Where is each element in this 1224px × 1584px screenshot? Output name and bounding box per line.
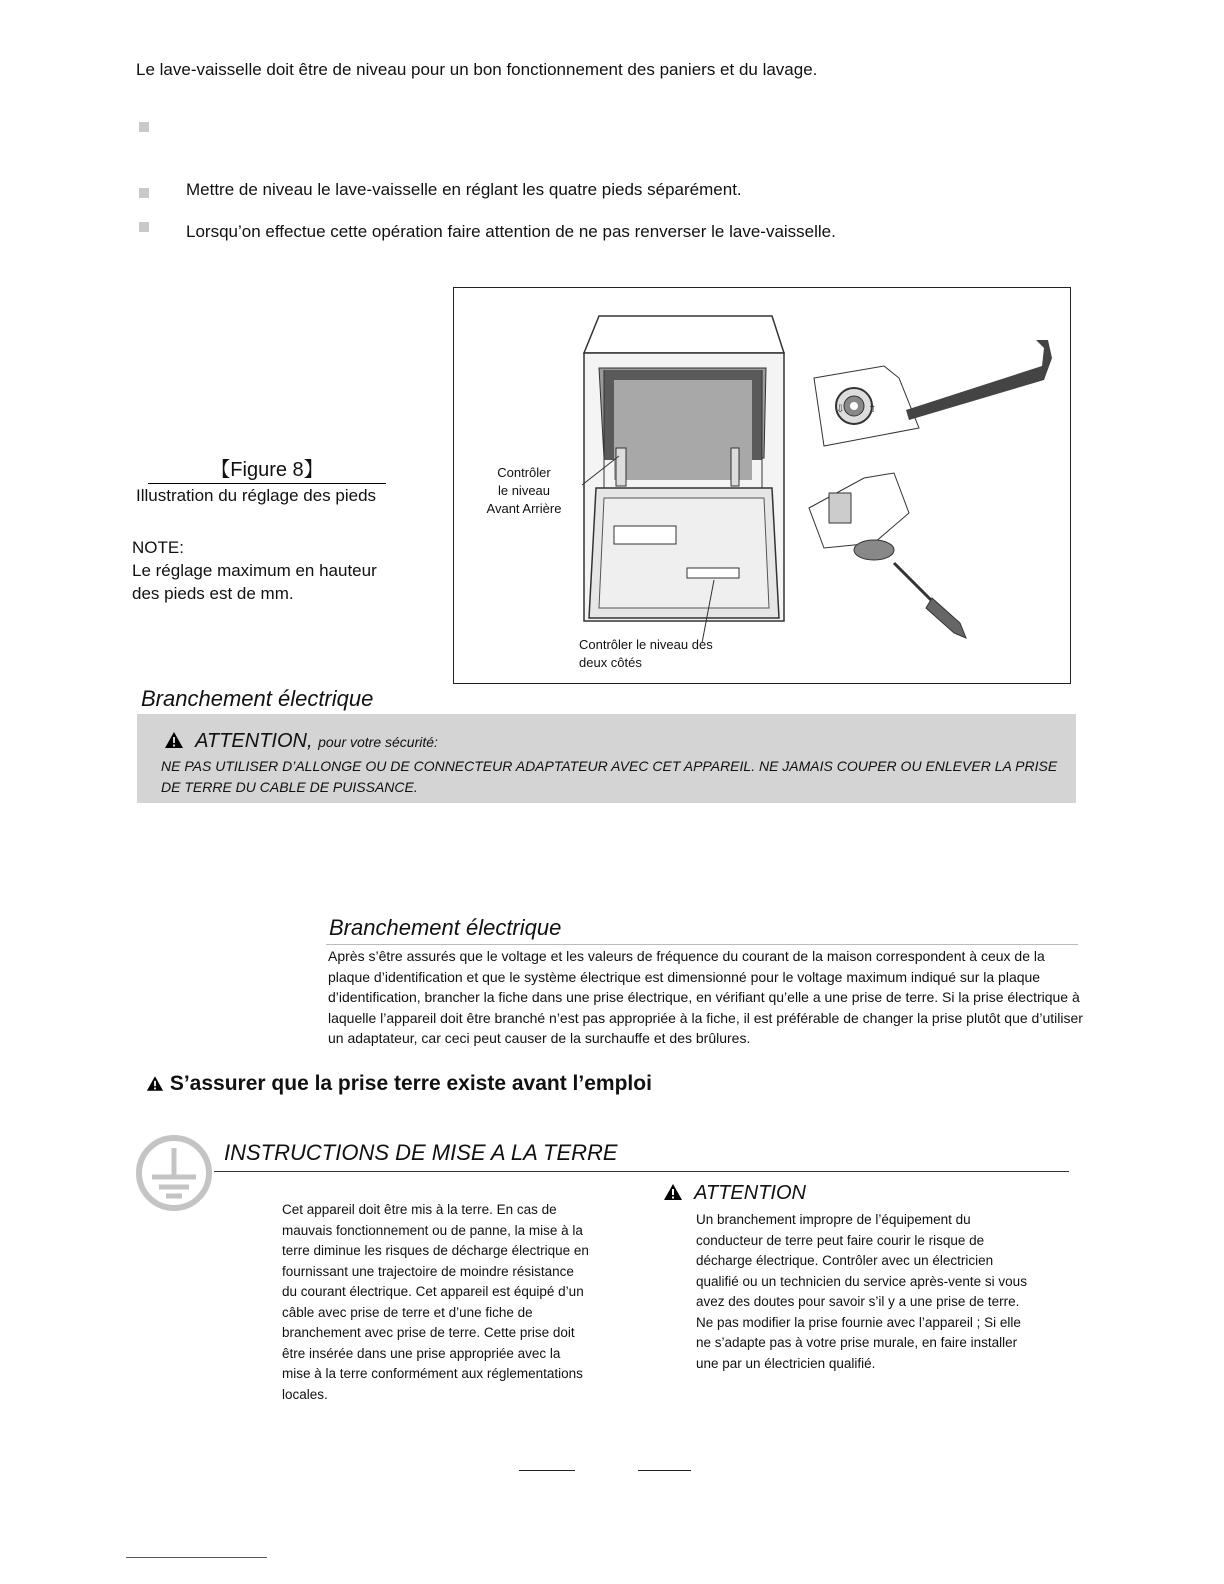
footer-rule: [519, 1470, 575, 1471]
grounding-attention-title: ATTENTION: [694, 1182, 806, 1204]
svg-text:⇧: ⇧: [868, 404, 877, 415]
bullet-marker: [139, 222, 149, 232]
attention-title: [164, 730, 438, 753]
label-line: le niveau: [497, 483, 551, 498]
bullet-marker: [139, 188, 149, 198]
note-title: NOTE:: [132, 538, 184, 557]
figure-caption: 【Figure 8】: [148, 453, 386, 484]
label-line: Contrôler le niveau des: [579, 637, 713, 652]
grounding-left-text: Cet appareil doit être mis à la terre. En cas de mauvais fonctionnement ou de panne, la mise à la terre diminue les risques de décharge électrique en fournissant une trajectoire de moindre résistance du courant électrique. Cet appareil est équipé d’un câble avec prise de terre et d’une fiche de branchement avec prise de terre. Cette prise doit être insérée dans une prise appropriée avec la mise à la terre conformément aux réglementations locales.: [282, 1202, 589, 1402]
attention-text: NE PAS UTILISER D’ALLONGE OU DE CONNECTEUR ADAPTATEUR AVEC CET APPAREIL. NE JAMAIS COUPER OU ENLEVER LA PRISE DE TERRE DU CABLE DE PUISSANCE.: [161, 758, 1058, 795]
divider: [326, 944, 1078, 945]
note-line: Le réglage maximum en hauteur: [132, 561, 377, 580]
branchement-title: Branchement électrique: [329, 915, 562, 940]
grounding-attention: [663, 1182, 806, 1205]
label-line: deux côtés: [579, 655, 642, 670]
divider: [214, 1171, 1069, 1172]
note-line: des pieds est de mm.: [132, 584, 294, 603]
grounding-right-text: Un branchement impropre de l’équipement du conducteur de terre peut faire courir le risque de décharge électrique. Contrôler avec un électricien qualifié ou un technicien du service après-vente si vous avez des doutes pour savoir s’il y a une prise de terre. Ne pas modifier la prise fournie avec l’appareil ; Si elle ne s’adapte pas à votre prise murale, en faire installer une par un électricien qualifié.: [696, 1212, 1027, 1371]
intro-text: Le lave-vaisselle doit être de niveau pour un bon fonctionnement des paniers et du lavage.: [136, 60, 818, 79]
warning-icon: [164, 731, 184, 749]
bullet-text-level: Mettre de niveau le lave-vaisselle en réglant les quatre pieds séparément.: [186, 180, 742, 199]
attention-subtitle: pour votre sécurité:: [318, 734, 438, 750]
warning-icon: [663, 1183, 683, 1201]
footer-link-rule: [126, 1557, 267, 1558]
label-line: Avant Arrière: [486, 501, 562, 516]
label-line: Contrôler: [497, 465, 551, 480]
grounding-title: INSTRUCTIONS DE MISE A LA TERRE: [224, 1140, 618, 1165]
branchement-text: Après s’être assurés que le voltage et les valeurs de fréquence du courant de la maison correspondent à ceux de la plaque d’identification et que le système électrique est dimensionné pour le voltage maximum indiqué sur la plaque d’identification, brancher la fiche dans une prise électrique, en vérifiant qu’elle a une prise de terre. Si la prise électrique à laquelle l’appareil doit être branché n’est pas appropriée à la fiche, il est préférable de changer la prise plutôt que d’utiliser un adaptateur, car ceci peut causer de la surchauffe et des brûlures.: [328, 948, 1083, 1046]
figure-illustration: [453, 287, 1071, 684]
warning-icon: [146, 1075, 164, 1092]
figure-subtitle: Illustration du réglage des pieds: [136, 486, 377, 505]
ground-icon: [134, 1133, 214, 1218]
label-sides: [579, 636, 713, 672]
footer-rule: [638, 1470, 691, 1471]
section-title: Branchement électrique: [141, 686, 374, 711]
note-block: [132, 536, 377, 605]
attention-box: [137, 714, 1076, 803]
attention-title-text: ATTENTION,: [195, 730, 313, 752]
bullet-text-caution: Lorsqu’on effectue cette opération faire attention de ne pas renverser le lave-vaisselle.: [186, 222, 836, 241]
label-front-back: [469, 464, 579, 518]
big-warning: [146, 1072, 652, 1096]
big-warning-text: S’assurer que la prise terre existe avant l’emploi: [169, 1072, 652, 1095]
bullet-marker: [139, 122, 149, 132]
svg-text:⇩: ⇩: [836, 404, 845, 415]
